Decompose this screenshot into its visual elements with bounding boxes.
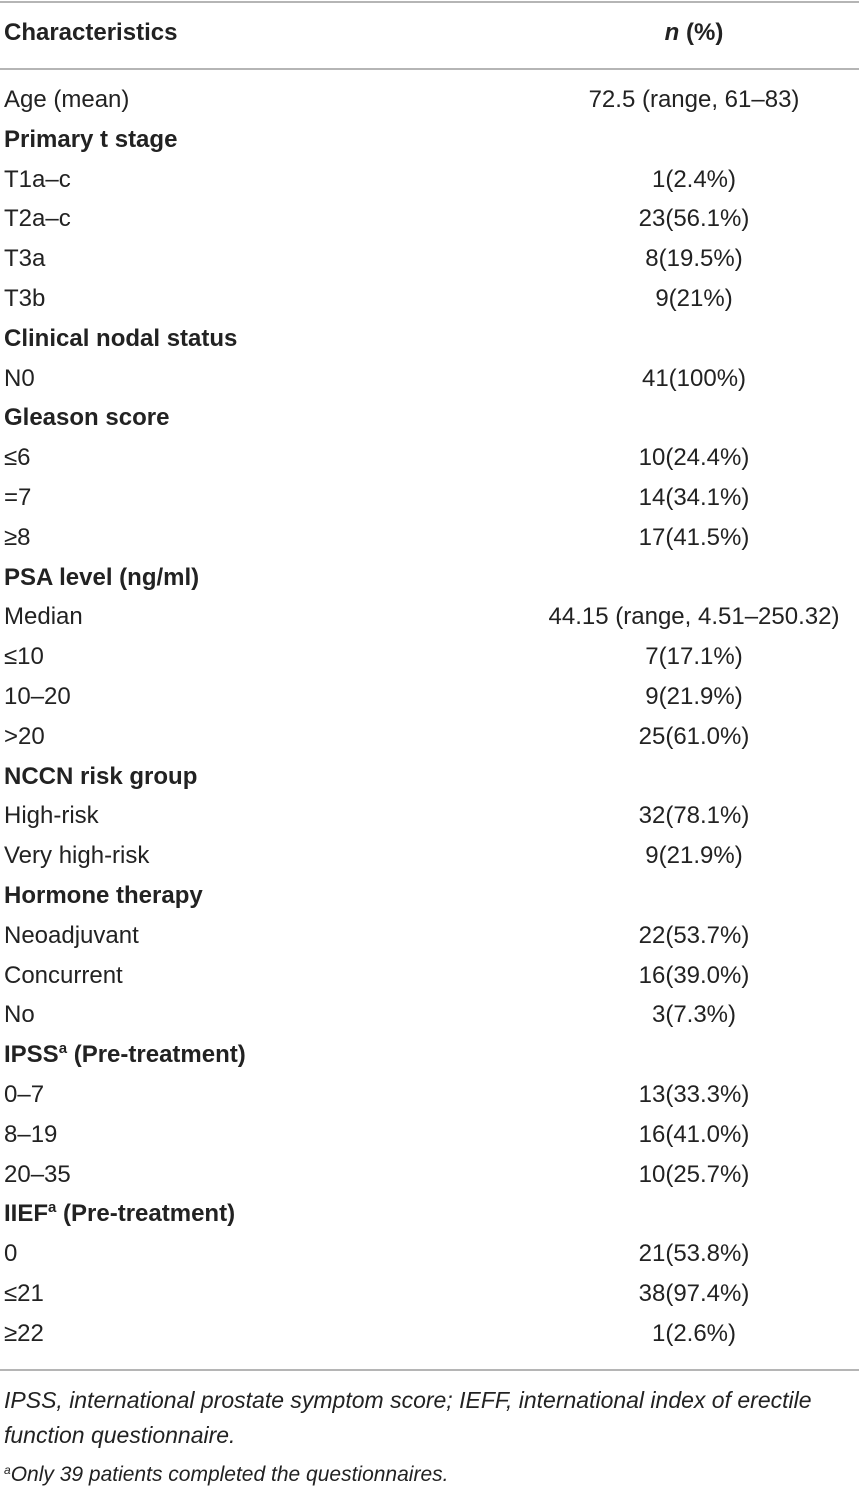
section-heading-row — [0, 876, 859, 916]
row-label-text: High-risk — [4, 802, 99, 830]
section-heading-row — [0, 558, 859, 598]
section-heading-row — [0, 1194, 859, 1234]
section-heading — [4, 120, 177, 160]
table-row — [0, 717, 859, 757]
row-label-text: IIEF — [4, 1200, 49, 1228]
row-label — [4, 160, 71, 200]
section-heading — [4, 319, 237, 359]
table-row — [0, 80, 859, 120]
row-value: 3(7.3%) — [651, 1001, 737, 1029]
row-value: 10(25.7%) — [638, 1160, 750, 1188]
row-label-text: 0–7 — [4, 1080, 45, 1108]
row-label — [4, 1155, 71, 1195]
row-label — [4, 478, 31, 518]
table-row — [0, 916, 859, 956]
row-value: 1(2.6%) — [651, 1319, 737, 1347]
row-label — [4, 956, 123, 996]
row-label-text: ≤21 — [4, 1279, 44, 1307]
table-row — [0, 1274, 859, 1314]
row-label — [4, 796, 99, 836]
row-value: 10(24.4%) — [638, 444, 750, 472]
section-heading-row — [0, 1035, 859, 1075]
row-label-text: Age (mean) — [4, 86, 130, 113]
table-header-row — [0, 0, 859, 68]
row-label-suffix: (Pre-treatment) — [67, 1041, 246, 1069]
table-row — [0, 1115, 859, 1155]
header-bottom-rule — [0, 68, 859, 70]
row-label-text: 0 — [4, 1240, 18, 1268]
row-label-text: >20 — [4, 722, 45, 750]
row-value: 32(78.1%) — [638, 802, 750, 830]
section-heading — [4, 1035, 246, 1075]
row-value: 16(39.0%) — [638, 961, 750, 989]
row-label — [4, 995, 35, 1035]
row-label — [4, 916, 139, 956]
row-label — [4, 1115, 57, 1155]
table-row — [0, 1234, 859, 1274]
section-heading-row — [0, 757, 859, 797]
row-label — [4, 717, 45, 757]
row-label-text: NCCN risk group — [4, 762, 198, 790]
row-label-text: Primary t stage — [4, 125, 178, 153]
row-value: 16(41.0%) — [638, 1120, 750, 1148]
section-heading — [4, 1194, 235, 1234]
row-value: 44.15 (range, 4.51–250.32) — [548, 603, 840, 631]
table-row — [0, 1075, 859, 1115]
row-label — [4, 359, 35, 399]
table-body — [0, 80, 859, 1354]
row-label — [4, 677, 71, 717]
row-label — [4, 836, 149, 876]
section-heading — [4, 398, 169, 438]
row-value: 38(97.4%) — [638, 1279, 750, 1307]
row-label-text: Clinical nodal status — [4, 324, 238, 352]
row-label — [4, 1234, 17, 1274]
table-row — [0, 995, 859, 1035]
table-row — [0, 796, 859, 836]
row-label — [4, 1314, 44, 1354]
table-row — [0, 597, 859, 637]
row-label-text: Very high-risk — [4, 842, 150, 870]
row-label — [4, 1075, 44, 1115]
footnote-marker: a — [4, 1463, 11, 1477]
row-label — [4, 279, 45, 319]
footnote-marker: a — [58, 1040, 68, 1058]
row-value: 8(19.5%) — [645, 245, 743, 273]
row-label-text: ≤10 — [4, 643, 44, 671]
header-n-italic: n — [664, 19, 680, 46]
table-row — [0, 637, 859, 677]
row-label-text: 10–20 — [4, 682, 71, 710]
table-row — [0, 160, 859, 200]
row-value: 13(33.3%) — [638, 1080, 750, 1108]
row-label-text: No — [4, 1001, 35, 1029]
row-value: 9(21%) — [655, 284, 733, 312]
header-percent: (%) — [679, 19, 724, 46]
table-row — [0, 239, 859, 279]
header-characteristics: Characteristics — [4, 19, 178, 46]
row-label-text: Concurrent — [4, 961, 123, 989]
section-heading-row — [0, 398, 859, 438]
row-value: 72.5 (range, 61–83) — [588, 86, 800, 113]
row-label — [4, 199, 71, 239]
row-label-text: PSA level (ng/ml) — [4, 563, 200, 591]
row-value: 21(53.8%) — [638, 1240, 750, 1268]
section-heading-row — [0, 120, 859, 160]
header-n-percent — [665, 17, 724, 49]
table-row — [0, 956, 859, 996]
row-label — [4, 1274, 44, 1314]
row-label-text: Hormone therapy — [4, 881, 203, 909]
row-label-text: 20–35 — [4, 1160, 71, 1188]
section-heading — [4, 876, 203, 916]
table-row — [0, 836, 859, 876]
row-value: 1(2.4%) — [651, 165, 737, 193]
footnote-text: Only 39 patients completed the questionnaires. — [10, 1463, 449, 1486]
row-value: 22(53.7%) — [638, 921, 750, 949]
section-heading-row — [0, 319, 859, 359]
abbreviations-footnote: IPSS, international prostate symptom score; IEFF, international index of erectile function questionnaire. — [4, 1387, 812, 1448]
row-label-text: =7 — [4, 483, 32, 511]
row-label-text: 8–19 — [4, 1120, 58, 1148]
table-row — [0, 677, 859, 717]
row-value: 23(56.1%) — [638, 205, 750, 233]
table-row — [0, 478, 859, 518]
row-label — [4, 637, 44, 677]
row-label-text: Median — [4, 603, 83, 631]
row-label-suffix: (Pre-treatment) — [56, 1200, 236, 1228]
table-row — [0, 359, 859, 399]
row-value: 17(41.5%) — [638, 523, 750, 551]
row-label — [4, 597, 83, 637]
row-label — [4, 518, 31, 558]
row-value: 7(17.1%) — [645, 643, 743, 671]
table-row — [0, 199, 859, 239]
table-row — [0, 438, 859, 478]
section-heading — [4, 558, 199, 598]
row-value: 41(100%) — [641, 364, 747, 392]
row-label — [4, 239, 45, 279]
row-value: 9(21.9%) — [645, 682, 743, 710]
section-heading — [4, 757, 197, 797]
row-label — [4, 438, 31, 478]
row-label-text: Gleason score — [4, 404, 170, 432]
row-label-text: T3a — [4, 245, 46, 273]
row-label-text: T3b — [4, 284, 46, 312]
row-value: 25(61.0%) — [638, 722, 750, 750]
table-bottom-rule — [0, 1369, 859, 1371]
table-row — [0, 1155, 859, 1195]
row-label-text: IPSS — [4, 1041, 59, 1069]
row-value: 14(34.1%) — [638, 483, 750, 511]
row-label-text: T2a–c — [4, 205, 71, 233]
footnote-marker: a — [48, 1199, 57, 1217]
row-label-text: N0 — [4, 364, 35, 392]
row-label — [4, 80, 129, 120]
row-label-text: ≤6 — [4, 444, 31, 472]
table-row — [0, 1314, 859, 1354]
table-row — [0, 279, 859, 319]
row-value: 9(21.9%) — [645, 842, 743, 870]
row-label-text: T1a–c — [4, 165, 71, 193]
questionnaire-footnote — [4, 1462, 448, 1488]
row-label-text: Neoadjuvant — [4, 921, 139, 949]
row-label-text: ≥8 — [4, 523, 31, 551]
row-label-text: ≥22 — [4, 1319, 44, 1347]
table-row — [0, 518, 859, 558]
